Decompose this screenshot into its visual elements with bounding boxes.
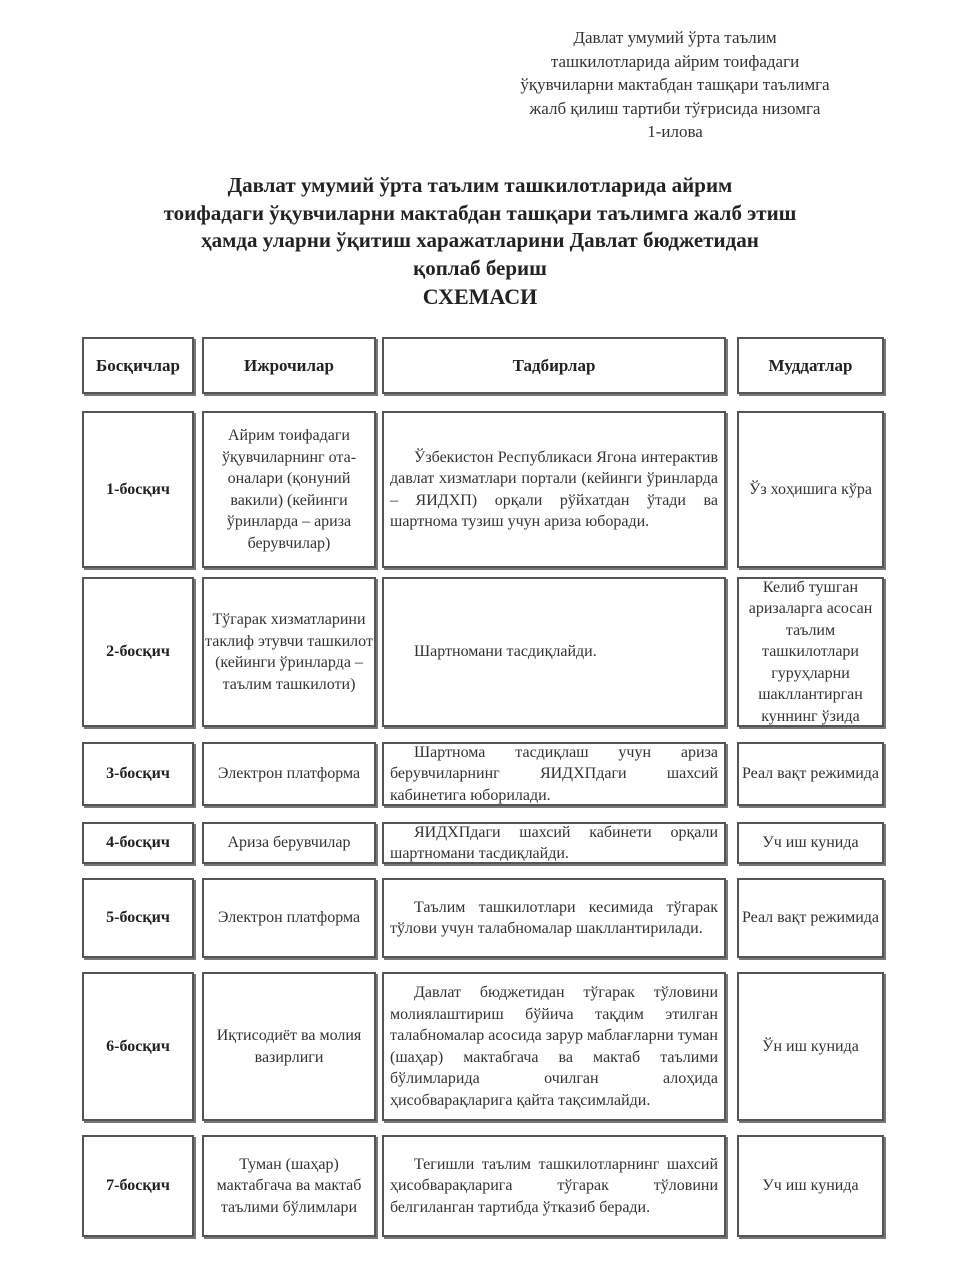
executor-2: Тўгарак хизматларини таклиф этувчи ташкилот (кейинги ўринларда – таълим ташкилоти) bbox=[202, 577, 376, 727]
action-6: Давлат бюджетидан тўгарак тўловини молиялаштириш бўйича тақдим этилган талабномалар асосида зарур маблағларни туман (шаҳар) мактабгача ва мактаб таълими бўлимларида очилган алоҳида ҳисобварақларига қайта тақсимлайди. bbox=[382, 972, 726, 1121]
executor-1: Айрим тоифадаги ўқувчиларнинг ота-оналари (қонуний вакили) (кейинги ўринларда – ариза берувчилар) bbox=[202, 411, 376, 568]
executor-6: Иқтисодиёт ва молия вазирлиги bbox=[202, 972, 376, 1121]
title-line: қоплаб бериш bbox=[413, 255, 547, 280]
executor-4: Ариза берувчилар bbox=[202, 822, 376, 864]
annex-line: ўқувчиларни мактабдан ташқари таълимга bbox=[520, 75, 830, 94]
action-7: Тегишли таълим ташкилотларнинг шахсий ҳисобварақларига тўгарак тўловини белгиланган тартибда ўтказиб беради. bbox=[382, 1135, 726, 1237]
stage-2: 2-босқич bbox=[82, 577, 194, 727]
title-line: Давлат умумий ўрта таълим ташкилотларида айрим bbox=[227, 173, 733, 197]
annex-note bbox=[480, 26, 870, 144]
action-5: Таълим ташкилотлари кесимида тўгарак тўлови учун талабномалар шакллантирилади. bbox=[382, 878, 726, 958]
deadline-5: Реал вақт режимида bbox=[737, 878, 884, 958]
header-actions: Тадбирлар bbox=[382, 337, 726, 394]
action-2: Шартномани тасдиқлайди. bbox=[382, 577, 726, 727]
deadline-1: Ўз хоҳишига кўра bbox=[737, 411, 884, 568]
action-3: Шартнома тасдиқлаш учун ариза берувчиларнинг ЯИДХПдаги шахсий кабинетига юборилади. bbox=[382, 742, 726, 806]
executor-3: Электрон платформа bbox=[202, 742, 376, 806]
header-deadlines: Муддатлар bbox=[737, 337, 884, 394]
annex-line: ташкилотларида айрим тоифадаги bbox=[550, 51, 800, 71]
deadline-2: Келиб тушган аризаларга асосан таълим ташкилотлари гуруҳларни шакллантирган куннинг ўзида bbox=[737, 577, 884, 727]
title-line: тоифадаги ўқувчиларни мактабдан ташқари таълимга жалб этиш bbox=[163, 200, 797, 225]
stage-6: 6-босқич bbox=[82, 972, 194, 1121]
executor-7: Туман (шаҳар) мактабгача ва мактаб таълими бўлимлари bbox=[202, 1135, 376, 1237]
annex-number: 1-илова bbox=[647, 122, 703, 141]
scheme-heading: СХЕМАСИ bbox=[422, 284, 538, 309]
stage-3: 3-босқич bbox=[82, 742, 194, 806]
stage-7: 7-босқич bbox=[82, 1135, 194, 1237]
document-title bbox=[90, 172, 870, 310]
executor-5: Электрон платформа bbox=[202, 878, 376, 958]
action-1: Ўзбекистон Республикаси Ягона интерактив давлат хизматлари портали (кейинги ўринларда – ЯИДХП) орқали рўйхатдан ўтади ва шартнома тузиш учун ариза юборади. bbox=[382, 411, 726, 568]
deadline-6: Ўн иш кунида bbox=[737, 972, 884, 1121]
stage-4: 4-босқич bbox=[82, 822, 194, 864]
deadline-4: Уч иш кунида bbox=[737, 822, 884, 864]
stage-1: 1-босқич bbox=[82, 411, 194, 568]
deadline-7: Уч иш кунида bbox=[737, 1135, 884, 1237]
header-executors: Ижрочилар bbox=[202, 337, 376, 394]
title-line: ҳамда уларни ўқитиш харажатларини Давлат бюджетидан bbox=[201, 228, 759, 252]
stage-5: 5-босқич bbox=[82, 878, 194, 958]
deadline-3: Реал вақт режимида bbox=[737, 742, 884, 806]
annex-line: Давлат умумий ўрта таълим bbox=[573, 28, 777, 47]
header-stages: Босқичлар bbox=[82, 337, 194, 394]
action-4: ЯИДХПдаги шахсий кабинети орқали шартномани тасдиқлайди. bbox=[382, 822, 726, 864]
annex-line: жалб қилиш тартиби тўғрисида низомга bbox=[529, 98, 821, 118]
